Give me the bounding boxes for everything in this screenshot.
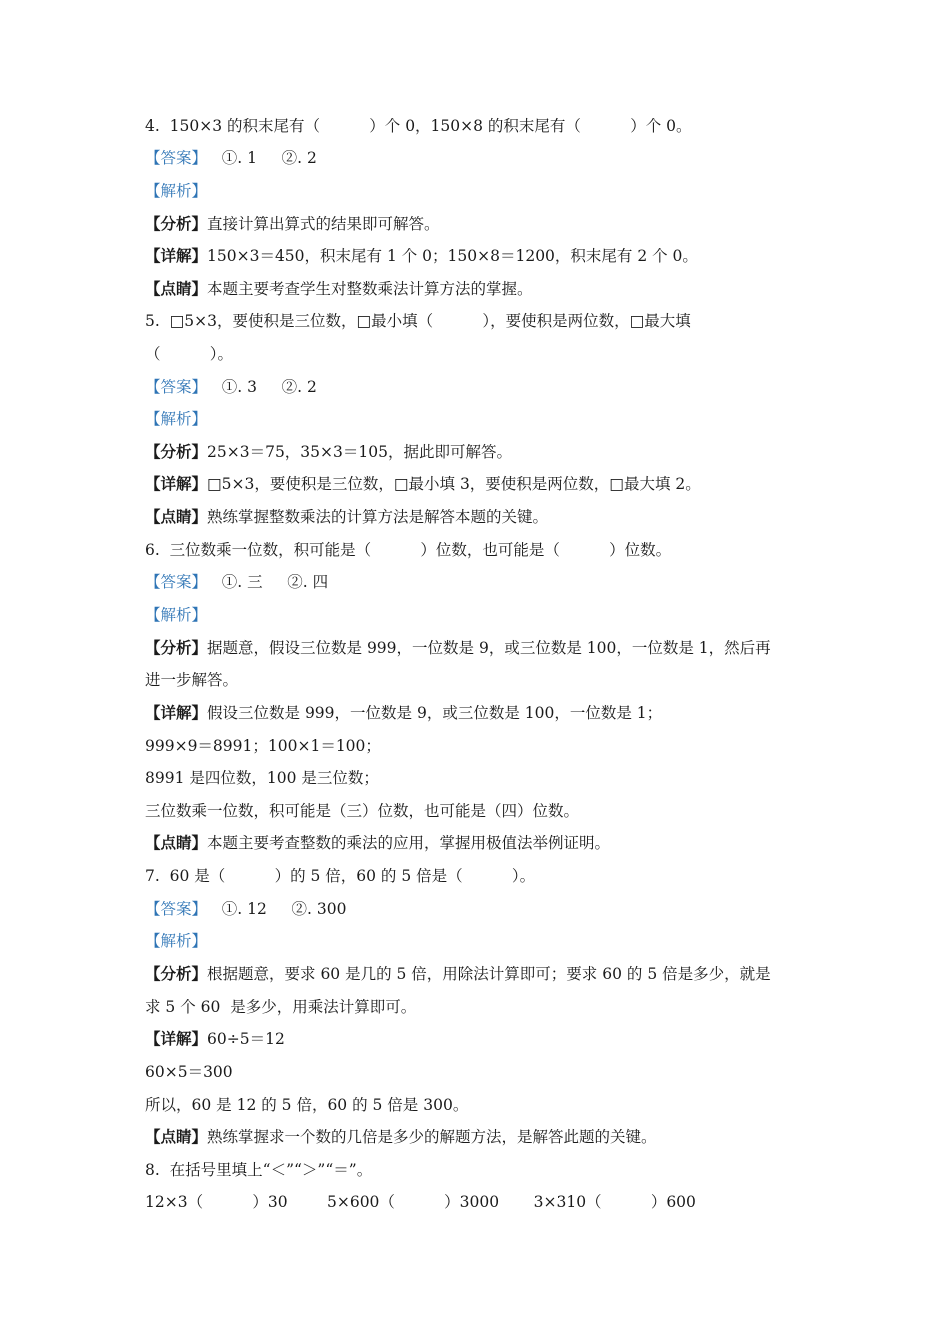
question-8: 8. 在括号里填上“＜”“＞”“＝”。 (145, 1161, 373, 1179)
dianjing-4 (145, 279, 533, 299)
xiangjie-text: 150×3＝450，积末尾有 1 个 0；150×8＝1200，积末尾有 2 个 0。 (207, 247, 698, 265)
analysis-tag-7: 【解析】 (145, 932, 208, 950)
dianjing-tag: 【点睛】 (145, 279, 208, 298)
question-5-line-2: （ ）。 (145, 345, 234, 363)
answer-row-6 (145, 572, 328, 592)
dianjing-text: 本题主要考查学生对整数乘法计算方法的掌握。 (207, 280, 533, 298)
answer-tag: 【答案】 (145, 573, 208, 591)
answer-row-7 (145, 899, 346, 919)
fenxi-text: 直接计算出算式的结果即可解答。 (207, 215, 440, 233)
dianjing-text: 本题主要考查整数的乘法的应用，掌握用极值法举例证明。 (207, 834, 611, 852)
xiangjie-5 (145, 474, 701, 494)
fenxi-text: 根据题意，要求 60 是几的 5 倍，用除法计算即可；要求 60 的 5 倍是多少，就是 (207, 965, 771, 983)
answer-tag: 【答案】 (145, 149, 208, 167)
dianjing-text: 熟练掌握求一个数的几倍是多少的解题方法，是解答此题的关键。 (207, 1128, 657, 1146)
xiangjie-tag: 【详解】 (145, 246, 208, 265)
dianjing-6 (145, 833, 610, 853)
xiangjie-text: 60÷5＝12 (207, 1030, 285, 1048)
question-7: 7. 60 是（ ）的 5 倍，60 的 5 倍是（ ）。 (145, 867, 536, 885)
fenxi-7-line-2: 求 5 个 60 是多少，用乘法计算即可。 (145, 998, 417, 1016)
analysis-tag-5: 【解析】 (145, 410, 208, 428)
detail-7-line-3: 所以，60 是 12 的 5 倍，60 的 5 倍是 300。 (145, 1096, 469, 1114)
xiangjie-tag: 【详解】 (145, 474, 208, 493)
answer-values: ①. 1 ②. 2 (207, 149, 317, 167)
xiangjie-tag: 【详解】 (145, 1029, 208, 1048)
fenxi-7-line-1 (145, 964, 771, 984)
dianjing-tag: 【点睛】 (145, 833, 208, 852)
answer-tag: 【答案】 (145, 900, 208, 918)
answer-values: ①. 三 ②. 四 (207, 573, 329, 591)
dianjing-7 (145, 1127, 657, 1147)
question-4: 4. 150×3 的积末尾有（ ）个 0，150×8 的积末尾有（ ）个 0。 (145, 117, 692, 135)
fenxi-tag: 【分析】 (145, 638, 208, 657)
fenxi-4 (145, 214, 440, 234)
fenxi-6-line-2: 进一步解答。 (145, 671, 239, 689)
fenxi-tag: 【分析】 (145, 442, 208, 461)
xiangjie-tag: 【详解】 (145, 703, 208, 722)
fenxi-text: 据题意，假设三位数是 999，一位数是 9，或三位数是 100，一位数是 1，然后再 (207, 639, 771, 657)
question-6: 6. 三位数乘一位数，积可能是（ ）位数，也可能是（ ）位数。 (145, 541, 672, 559)
analysis-tag-6: 【解析】 (145, 606, 208, 624)
dianjing-5 (145, 507, 548, 527)
question-8-items: 12×3（ ）30 5×600（ ）3000 3×310（ ）600 (145, 1193, 696, 1211)
xiangjie-text: □5×3，要使积是三位数，□最小填 3，要使积是两位数，□最大填 2。 (207, 475, 701, 493)
answer-row-4 (145, 148, 317, 168)
detail-7-line-2: 60×5＝300 (145, 1063, 233, 1081)
fenxi-text: 25×3＝75，35×3＝105，据此即可解答。 (207, 443, 512, 461)
answer-tag: 【答案】 (145, 378, 208, 396)
fenxi-5 (145, 442, 512, 462)
answer-row-5 (145, 377, 317, 397)
xiangjie-text: 假设三位数是 999，一位数是 9，或三位数是 100，一位数是 1； (207, 704, 663, 722)
fenxi-6-line-1 (145, 638, 771, 658)
fenxi-tag: 【分析】 (145, 964, 208, 983)
xiangjie-7 (145, 1029, 285, 1049)
dianjing-tag: 【点睛】 (145, 1127, 208, 1146)
analysis-tag-4: 【解析】 (145, 182, 208, 200)
question-5-line-1: 5. □5×3，要使积是三位数，□最小填（ ），要使积是两位数，□最大填 (145, 312, 691, 330)
dianjing-tag: 【点睛】 (145, 507, 208, 526)
detail-6-line-3: 8991 是四位数，100 是三位数； (145, 769, 379, 787)
answer-values: ①. 3 ②. 2 (207, 378, 317, 396)
xiangjie-6 (145, 703, 662, 723)
dianjing-text: 熟练掌握整数乘法的计算方法是解答本题的关键。 (207, 508, 549, 526)
answer-values: ①. 12 ②. 300 (207, 900, 347, 918)
xiangjie-4 (145, 246, 698, 266)
fenxi-tag: 【分析】 (145, 214, 208, 233)
detail-6-line-2: 999×9＝8991；100×1＝100； (145, 737, 381, 755)
detail-6-line-4: 三位数乘一位数，积可能是（三）位数，也可能是（四）位数。 (145, 802, 580, 820)
